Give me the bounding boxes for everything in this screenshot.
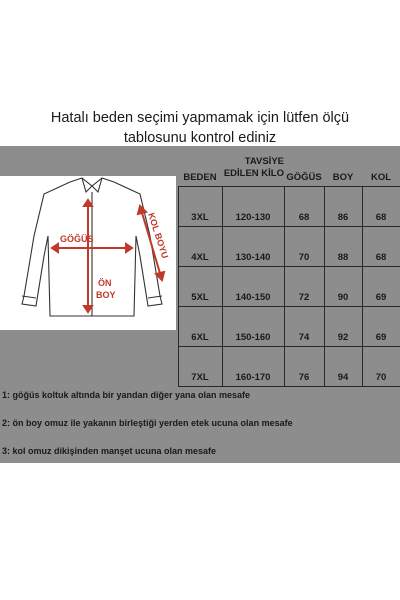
table-cell: 86	[337, 212, 349, 223]
table-cell: 92	[337, 332, 349, 343]
header-gogus: GÖĞÜS	[286, 172, 322, 183]
table-cell: 4XL	[191, 252, 209, 263]
table-cell: 150-160	[235, 332, 271, 343]
table-cell: 6XL	[191, 332, 209, 343]
header-kilo: TAVSİYE EDİLEN KİLO	[223, 156, 284, 179]
title-line-2: tablosunu kontrol ediniz	[123, 130, 277, 146]
size-chart-panel	[0, 146, 400, 463]
table-cell: 88	[337, 252, 349, 263]
table-rule	[178, 226, 400, 227]
header-beden: BEDEN	[183, 172, 217, 183]
table-cell: 94	[337, 372, 349, 383]
front-label-1: ÖN	[98, 278, 112, 288]
table-cell: 70	[298, 252, 310, 263]
chest-label: GÖĞÜS	[60, 234, 94, 244]
table-cell: 90	[337, 292, 349, 303]
table-cell: 70	[375, 372, 387, 383]
table-cell: 130-140	[235, 252, 271, 263]
table-cell: 69	[375, 292, 387, 303]
note-chest: 1: göğüs koltuk altında bir yandan diğer yana olan mesafe	[2, 390, 251, 400]
page-title	[0, 108, 400, 148]
table-cell: 3XL	[191, 212, 209, 223]
header-boy: BOY	[332, 172, 354, 183]
table-cell: 120-130	[235, 212, 271, 223]
table-rule	[178, 386, 400, 387]
table-cell: 68	[298, 212, 310, 223]
note-front-length: 2: ön boy omuz ile yakanın birleştiği yerden etek ucuna olan mesafe	[2, 418, 293, 428]
table-rule	[178, 266, 400, 267]
header-kol: KOL	[370, 172, 392, 183]
table-rule	[178, 186, 400, 187]
table-cell: 76	[298, 372, 310, 383]
table-cell: 72	[298, 292, 310, 303]
table-rule	[178, 346, 400, 347]
shirt-diagram	[0, 176, 176, 330]
table-cell: 69	[375, 332, 387, 343]
table-cell: 5XL	[191, 292, 209, 303]
table-cell: 74	[298, 332, 310, 343]
table-cell: 160-170	[235, 372, 271, 383]
front-label-2: BOY	[96, 290, 116, 300]
shirt-illustration	[0, 176, 176, 330]
table-cell: 140-150	[235, 292, 271, 303]
table-rule	[178, 306, 400, 307]
sleeve-label: KOL BOYU	[146, 211, 171, 260]
title-line-1: Hatalı beden seçimi yapmamak için lütfen ölçü	[50, 110, 350, 126]
table-cell: 68	[375, 252, 387, 263]
table-cell: 7XL	[191, 372, 209, 383]
note-sleeve: 3: kol omuz dikişinden manşet ucuna olan mesafe	[2, 446, 217, 456]
table-cell: 68	[375, 212, 387, 223]
